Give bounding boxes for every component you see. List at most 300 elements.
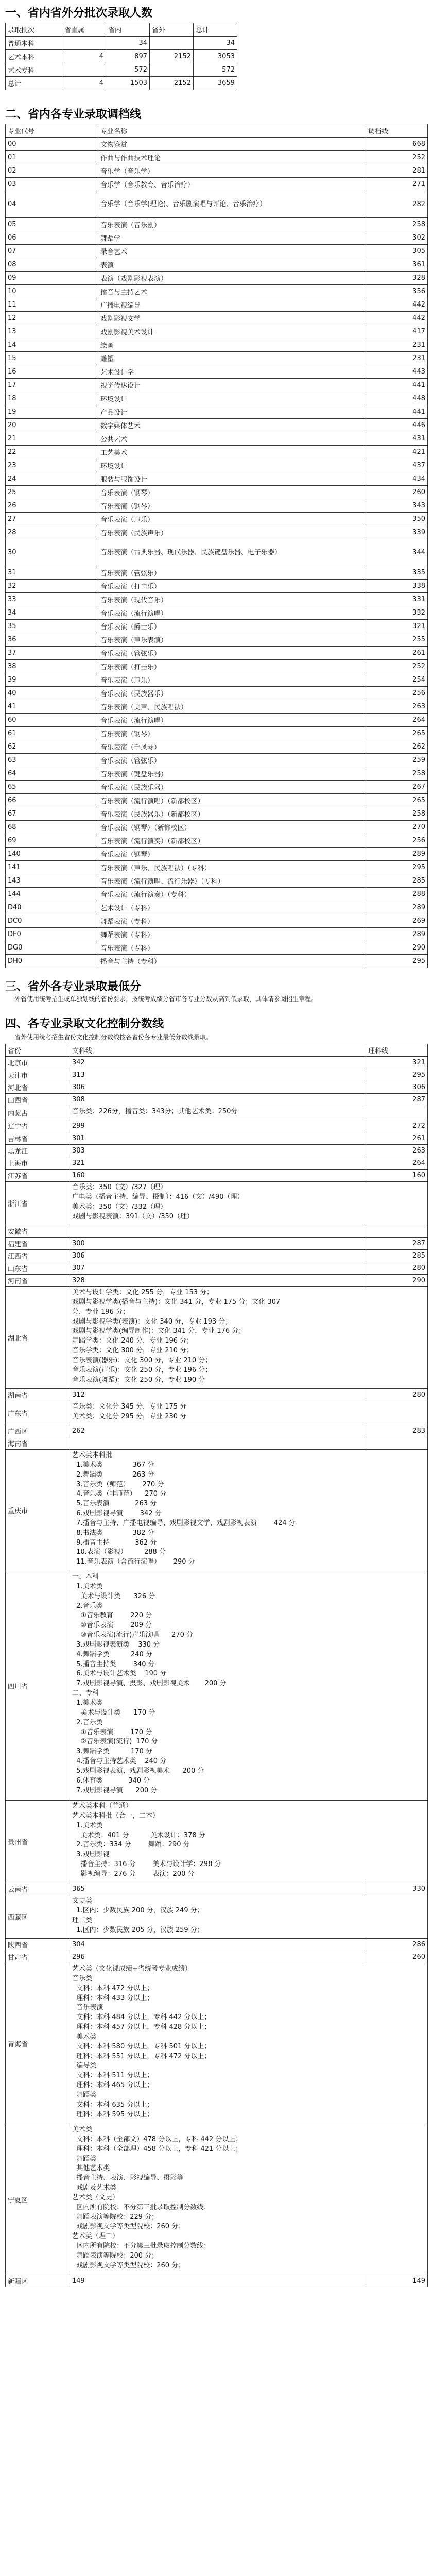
table-row xyxy=(6,2275,428,2287)
table-row xyxy=(6,405,428,419)
table-row xyxy=(6,1094,428,1106)
count-cell: 3659 xyxy=(194,77,237,90)
science-score-cell: 285 xyxy=(366,1250,428,1262)
table-row xyxy=(6,1238,428,1250)
major-code-cell: 00 xyxy=(6,138,98,151)
science-score-cell: 280 xyxy=(366,1389,428,1401)
table-row xyxy=(6,1963,428,2124)
major-code-cell: 27 xyxy=(6,513,98,526)
count-cell xyxy=(62,63,106,77)
table-row xyxy=(6,526,428,539)
province-cell: 四川省 xyxy=(6,1571,70,1801)
score-detail-cell: 艺术类（文化课成绩+省统考专业成绩） 音乐类 文科：本科 472 分以上； 理科：本科 433 分以上； 音乐表演 文科：本科 484 分以上，专科 442 分以上； 理科：本科 457 分以上，专科 428 分以上； 美术类 文科：本科 580 分以上，专科 501 分以上； 理科：本科 551 分以上，专科 472 分以上； 编导类 文科：本科 511 分以上； 理科：本科 465 分以上； 舞蹈类 文科：本科 635 分以上； 理科：本科 595 分以上； xyxy=(70,1963,428,2124)
column-header: 省直属 xyxy=(62,23,106,37)
table-header-row xyxy=(6,1044,428,1057)
table-row xyxy=(6,1801,428,1883)
major-name-cell: 作曲与作曲技术理论 xyxy=(98,151,366,164)
table-row xyxy=(6,714,428,727)
major-name-cell: 音乐表演（流行演唱） xyxy=(98,714,366,727)
major-code-cell: 07 xyxy=(6,245,98,258)
score-detail-cell: 一、本科 1.美术类 美术与设计类 326 分 2.音乐类 ①音乐教育 220 分 ②音乐表演 209 分 ③音乐表演(流行)声乐演唱 270 分 3.戏剧影视表演类 330 分 4.舞蹈学类 240 分 5.播音主持类 340 分 6.美术与设计艺术类 190 分 7.戏剧影视导演、摄影、戏剧影视美术 200 分 二、专科 1.美术类 美术与设计类 170 分 2.音乐类 ①音乐表演 170 分 ②音乐表演(流行) 170 分 3.舞蹈学类 170 分 4.播音与主持艺术类 240 分 5.戏剧影视表演、戏剧影视美术 200 分 6.体育类 340 分 7.戏剧影视导演 200 分 xyxy=(70,1571,428,1801)
major-name-cell: 数字媒体艺术 xyxy=(98,419,366,432)
major-code-cell: 64 xyxy=(6,767,98,781)
culture-cutoff-table xyxy=(5,1044,428,2287)
table-row xyxy=(6,191,428,218)
cutoff-score-cell: 302 xyxy=(366,231,428,245)
major-code-cell: D40 xyxy=(6,901,98,914)
major-code-cell: 33 xyxy=(6,593,98,606)
major-code-cell: 35 xyxy=(6,620,98,633)
major-code-cell: 03 xyxy=(6,178,98,191)
column-header: 专业名称 xyxy=(98,124,366,138)
major-code-cell: 05 xyxy=(6,218,98,231)
cutoff-score-cell: 361 xyxy=(366,258,428,272)
table-row xyxy=(6,218,428,231)
major-code-cell: DF0 xyxy=(6,928,98,941)
major-name-cell: 音乐表演（手风琴） xyxy=(98,740,366,754)
cutoff-score-cell: 258 xyxy=(366,767,428,781)
province-cell: 北京市 xyxy=(6,1057,70,1069)
major-name-cell: 广播电视编导 xyxy=(98,298,366,312)
major-name-cell: 录音艺术 xyxy=(98,245,366,258)
major-code-cell: 10 xyxy=(6,285,98,298)
major-name-cell: 音乐表演（声乐、民族唱法）（专科） xyxy=(98,861,366,874)
major-name-cell: 音乐表演（专科） xyxy=(98,941,366,955)
count-cell xyxy=(62,37,106,50)
count-cell: 2152 xyxy=(150,50,194,63)
cutoff-score-cell: 289 xyxy=(366,928,428,941)
province-cell: 广东省 xyxy=(6,1401,70,1425)
province-cell: 青海省 xyxy=(6,1963,70,2124)
table-row xyxy=(6,432,428,446)
table-row xyxy=(6,1450,428,1571)
province-cell: 吉林省 xyxy=(6,1132,70,1145)
science-score-cell: 287 xyxy=(366,1238,428,1250)
province-cell: 黑龙江 xyxy=(6,1145,70,1157)
table-row xyxy=(6,312,428,325)
cutoff-score-cell: 443 xyxy=(366,365,428,379)
section-3-note: 外省使用统考招生或单独划线的省份要求，按统考成绩分省市各专业分数从高到低录取，具体请参阅招生章程。 xyxy=(14,995,318,1003)
science-score-cell: 264 xyxy=(366,1157,428,1170)
table-row xyxy=(6,1437,428,1450)
admission-count-table xyxy=(5,23,237,90)
major-code-cell: 16 xyxy=(6,365,98,379)
province-cell: 甘肃省 xyxy=(6,1951,70,1963)
major-name-cell: 舞蹈表演（专科） xyxy=(98,914,366,928)
table-row xyxy=(6,419,428,432)
table-row xyxy=(6,687,428,700)
cutoff-score-cell: 339 xyxy=(366,526,428,539)
major-code-cell: 39 xyxy=(6,673,98,687)
count-cell: 1503 xyxy=(106,77,150,90)
major-name-cell: 音乐表演（美声、民族唱法） xyxy=(98,700,366,714)
count-cell xyxy=(150,37,194,50)
count-cell: 572 xyxy=(194,63,237,77)
major-name-cell: 音乐表演（流行演奏）（专科） xyxy=(98,888,366,901)
major-code-cell: 62 xyxy=(6,740,98,754)
cutoff-score-cell: 437 xyxy=(366,459,428,472)
science-score-cell: 260 xyxy=(366,1951,428,1963)
major-code-cell: 17 xyxy=(6,379,98,392)
science-score-cell: 295 xyxy=(366,1069,428,1081)
table-row xyxy=(6,861,428,874)
major-code-cell: 143 xyxy=(6,874,98,888)
cutoff-score-cell: 256 xyxy=(366,687,428,700)
table-row xyxy=(6,338,428,352)
table-row xyxy=(6,258,428,272)
table-row xyxy=(6,848,428,861)
column-header: 省内 xyxy=(106,23,150,37)
table-row xyxy=(6,1275,428,1287)
table-row xyxy=(6,486,428,499)
science-score-cell: 290 xyxy=(366,1275,428,1287)
science-score-cell: 149 xyxy=(366,2275,428,2287)
table-row xyxy=(6,272,428,285)
science-score-cell: 263 xyxy=(366,1145,428,1157)
major-code-cell: 37 xyxy=(6,647,98,660)
major-name-cell: 音乐学（音乐学(理论)、音乐剧演唱与评论、音乐治疗） xyxy=(98,191,366,218)
liberal-arts-score-cell: 301 xyxy=(70,1132,366,1145)
cutoff-score-cell: 356 xyxy=(366,285,428,298)
table-row xyxy=(6,901,428,914)
cutoff-score-cell: 295 xyxy=(366,861,428,874)
table-row xyxy=(6,1145,428,1157)
cutoff-score-cell: 269 xyxy=(366,914,428,928)
major-name-cell: 表演 xyxy=(98,258,366,272)
province-cell: 江西省 xyxy=(6,1250,70,1262)
table-row xyxy=(6,647,428,660)
cutoff-score-cell: 344 xyxy=(366,539,428,566)
table-row xyxy=(6,298,428,312)
liberal-arts-score-cell: 342 xyxy=(70,1057,366,1069)
major-name-cell: 音乐表演（声乐表演） xyxy=(98,633,366,647)
liberal-arts-score-cell: 306 xyxy=(70,1250,366,1262)
major-code-cell: 22 xyxy=(6,446,98,459)
science-score-cell: 261 xyxy=(366,1132,428,1145)
liberal-arts-score-cell: 160 xyxy=(70,1170,366,1182)
cutoff-score-cell: 263 xyxy=(366,700,428,714)
table-row xyxy=(6,794,428,807)
province-cell: 上海市 xyxy=(6,1157,70,1170)
major-name-cell: 音乐学（音乐教育、音乐治疗） xyxy=(98,178,366,191)
liberal-arts-score-cell: 304 xyxy=(70,1939,366,1951)
major-name-cell: 音乐表演（打击乐） xyxy=(98,660,366,673)
cutoff-score-cell: 258 xyxy=(366,218,428,231)
cutoff-score-cell: 231 xyxy=(366,352,428,365)
table-row xyxy=(6,77,237,90)
province-cell: 重庆市 xyxy=(6,1450,70,1571)
cutoff-score-cell: 256 xyxy=(366,834,428,848)
major-code-cell: 26 xyxy=(6,499,98,513)
major-name-cell: 公共艺术 xyxy=(98,432,366,446)
cutoff-score-cell: 258 xyxy=(366,807,428,821)
major-name-cell: 音乐表演（现代音乐） xyxy=(98,593,366,606)
cutoff-score-cell: 295 xyxy=(366,955,428,968)
province-cell: 宁夏区 xyxy=(6,2124,70,2275)
table-row xyxy=(6,379,428,392)
cutoff-score-cell: 260 xyxy=(366,486,428,499)
major-name-cell: 音乐表演（民族乐器） xyxy=(98,781,366,794)
table-row xyxy=(6,245,428,258)
province-cell: 山西省 xyxy=(6,1094,70,1106)
table-row xyxy=(6,914,428,928)
major-name-cell: 播音与主持艺术 xyxy=(98,285,366,298)
province-cell: 贵州省 xyxy=(6,1801,70,1883)
science-score-cell: 283 xyxy=(366,1425,428,1437)
major-code-cell: 68 xyxy=(6,821,98,834)
major-name-cell: 播音与主持（专科） xyxy=(98,955,366,968)
cutoff-score-cell: 305 xyxy=(366,245,428,258)
major-code-cell: 34 xyxy=(6,606,98,620)
score-detail-cell: 音乐类：文化分 345 分，专业 175 分 美术类：文化分 295 分，专业 230 分 xyxy=(70,1401,428,1425)
cutoff-score-cell: 265 xyxy=(366,727,428,740)
major-name-cell: 音乐表演（打击乐） xyxy=(98,580,366,593)
table-row xyxy=(6,1182,428,1225)
table-row xyxy=(6,1132,428,1145)
major-code-cell: DG0 xyxy=(6,941,98,955)
table-row xyxy=(6,821,428,834)
major-code-cell: 21 xyxy=(6,432,98,446)
table-row xyxy=(6,459,428,472)
cutoff-score-cell: 668 xyxy=(366,138,428,151)
column-header: 省份 xyxy=(6,1044,70,1057)
major-code-cell: 15 xyxy=(6,352,98,365)
batch-name-cell: 普通本科 xyxy=(6,37,62,50)
major-name-cell: 音乐学（音乐学） xyxy=(98,164,366,178)
table-row xyxy=(6,513,428,526)
science-score-cell: 280 xyxy=(366,1262,428,1275)
major-code-cell: 61 xyxy=(6,727,98,740)
liberal-arts-score-cell: 303 xyxy=(70,1145,366,1157)
cutoff-score-cell: 289 xyxy=(366,901,428,914)
major-name-cell: 音乐表演（爵士乐） xyxy=(98,620,366,633)
province-cell: 河北省 xyxy=(6,1081,70,1094)
column-header: 总计 xyxy=(194,23,237,37)
cutoff-score-cell: 264 xyxy=(366,714,428,727)
table-row xyxy=(6,164,428,178)
cutoff-score-cell: 328 xyxy=(366,272,428,285)
table-row xyxy=(6,633,428,647)
cutoff-score-cell: 421 xyxy=(366,446,428,459)
major-name-cell: 音乐表演（音乐剧） xyxy=(98,218,366,231)
liberal-arts-score-cell: 313 xyxy=(70,1069,366,1081)
science-score-cell xyxy=(366,1437,428,1450)
count-cell: 34 xyxy=(106,37,150,50)
table-row xyxy=(6,888,428,901)
major-name-cell: 音乐表演（流行演奏）（新都校区） xyxy=(98,834,366,848)
major-code-cell: 08 xyxy=(6,258,98,272)
major-code-cell: 38 xyxy=(6,660,98,673)
major-code-cell: 04 xyxy=(6,191,98,218)
table-row xyxy=(6,1883,428,1895)
major-name-cell: 音乐表演（流行演唱） xyxy=(98,606,366,620)
major-name-cell: 音乐表演（管弦乐） xyxy=(98,647,366,660)
major-name-cell: 音乐表演（钢琴） xyxy=(98,486,366,499)
table-row xyxy=(6,1250,428,1262)
cutoff-score-cell: 335 xyxy=(366,566,428,580)
major-code-cell: 01 xyxy=(6,151,98,164)
table-row xyxy=(6,1081,428,1094)
major-code-cell: 12 xyxy=(6,312,98,325)
major-name-cell: 视觉传达设计 xyxy=(98,379,366,392)
section-1-title: 一、省内省外分批次录取人数 xyxy=(5,7,153,20)
count-cell: 4 xyxy=(62,50,106,63)
major-code-cell: 32 xyxy=(6,580,98,593)
score-detail-cell: 艺术类本科批 1.美术类 367 分 2.舞蹈类 263 分 3.音乐类（师范） 270 分 4.音乐类（非师范） 270 分 5.音乐表演 263 分 6.戏剧影视导演 342 分 7.播音与主持、广播电视编导、戏剧影视文学、戏剧影视表演 424 分 8.书法类 382 分 9.播音主持 362 分 10.表演（影视） 288 分 11.音乐表演（含流行演唱） 290 分 xyxy=(70,1450,428,1571)
science-score-cell: 321 xyxy=(366,1057,428,1069)
table-row xyxy=(6,1939,428,1951)
table-row xyxy=(6,1389,428,1401)
province-cell: 山东省 xyxy=(6,1262,70,1275)
table-row xyxy=(6,1225,428,1238)
major-code-cell: 65 xyxy=(6,781,98,794)
major-code-cell: 20 xyxy=(6,419,98,432)
science-score-cell: 287 xyxy=(366,1094,428,1106)
major-code-cell: 67 xyxy=(6,807,98,821)
cutoff-score-cell: 262 xyxy=(366,740,428,754)
liberal-arts-score-cell: 306 xyxy=(70,1081,366,1094)
major-name-cell: 音乐表演（声乐） xyxy=(98,673,366,687)
table-row xyxy=(6,231,428,245)
cutoff-score-cell: 441 xyxy=(366,379,428,392)
major-code-cell: 69 xyxy=(6,834,98,848)
major-name-cell: 舞蹈表演（专科） xyxy=(98,928,366,941)
science-score-cell: 306 xyxy=(366,1081,428,1094)
table-row xyxy=(6,50,237,63)
province-cell: 江苏省 xyxy=(6,1170,70,1182)
science-score-cell: 330 xyxy=(366,1883,428,1895)
cutoff-score-cell: 285 xyxy=(366,874,428,888)
cutoff-score-cell: 350 xyxy=(366,513,428,526)
table-row xyxy=(6,955,428,968)
score-detail-cell: 文史类 1.区内：少数民族 200 分，汉族 249 分； 理工类 1.区内：少数民族 205 分，汉族 259 分； xyxy=(70,1895,428,1939)
major-code-cell: 24 xyxy=(6,472,98,486)
cutoff-score-cell: 270 xyxy=(366,821,428,834)
major-code-cell: 66 xyxy=(6,794,98,807)
cutoff-score-cell: 261 xyxy=(366,647,428,660)
cutoff-score-cell: 231 xyxy=(366,338,428,352)
province-cell: 内蒙古 xyxy=(6,1106,70,1120)
cutoff-score-cell: 343 xyxy=(366,499,428,513)
liberal-arts-score-cell: 299 xyxy=(70,1120,366,1132)
major-code-cell: 13 xyxy=(6,325,98,338)
table-row xyxy=(6,1057,428,1069)
table-row xyxy=(6,1895,428,1939)
section-2-title: 二、省内各专业录取调档线 xyxy=(5,108,142,121)
liberal-arts-score-cell: 365 xyxy=(70,1883,366,1895)
cutoff-score-cell: 265 xyxy=(366,794,428,807)
science-score-cell: 286 xyxy=(366,1939,428,1951)
science-score-cell: 272 xyxy=(366,1120,428,1132)
cutoff-score-cell: 271 xyxy=(366,178,428,191)
table-row xyxy=(6,472,428,486)
table-row xyxy=(6,1157,428,1170)
table-row xyxy=(6,660,428,673)
major-code-cell: 02 xyxy=(6,164,98,178)
column-header: 录取批次 xyxy=(6,23,62,37)
major-name-cell: 表演（戏剧影视表演） xyxy=(98,272,366,285)
cutoff-score-cell: 267 xyxy=(366,781,428,794)
column-header: 专业代号 xyxy=(6,124,98,138)
table-row xyxy=(6,673,428,687)
major-name-cell: 戏剧影视文学 xyxy=(98,312,366,325)
major-name-cell: 音乐表演（钢琴） xyxy=(98,727,366,740)
major-code-cell: 140 xyxy=(6,848,98,861)
table-row xyxy=(6,620,428,633)
score-detail-cell: 艺术类本科（普通） 艺术类本科批（合一，二本） 1.美术类 美术类：401 分 美术设计：378 分 2.音乐类：334 分 舞蹈：290 分 3.戏剧影视 播音主持：316 分 美术与设计学：298 分 影视编导：276 分 表演：200 分 xyxy=(70,1801,428,1883)
province-cell: 福建省 xyxy=(6,1238,70,1250)
major-code-cell: 19 xyxy=(6,405,98,419)
major-code-cell: 30 xyxy=(6,539,98,566)
major-name-cell: 音乐表演（钢琴） xyxy=(98,848,366,861)
province-cell: 湖南省 xyxy=(6,1389,70,1401)
table-row xyxy=(6,178,428,191)
batch-name-cell: 总计 xyxy=(6,77,62,90)
table-row xyxy=(6,539,428,566)
major-name-cell: 环境设计 xyxy=(98,392,366,405)
major-name-cell: 音乐表演（声乐） xyxy=(98,513,366,526)
table-row xyxy=(6,754,428,767)
major-name-cell: 音乐表演（流行演唱）（新都校区） xyxy=(98,794,366,807)
cutoff-score-cell: 259 xyxy=(366,754,428,767)
table-row xyxy=(6,37,237,50)
major-code-cell: DH0 xyxy=(6,955,98,968)
count-cell: 572 xyxy=(106,63,150,77)
liberal-arts-score-cell: 149 xyxy=(70,2275,366,2287)
cutoff-score-cell: 289 xyxy=(366,848,428,861)
section-4-title: 四、各专业录取文化控制分数线 xyxy=(5,1018,164,1030)
table-row xyxy=(6,1571,428,1801)
table-row xyxy=(6,700,428,714)
province-cell: 海南省 xyxy=(6,1437,70,1450)
table-row xyxy=(6,606,428,620)
major-name-cell: 环境设计 xyxy=(98,459,366,472)
section-3-title: 三、省外各专业录取最低分 xyxy=(5,980,142,993)
count-cell xyxy=(150,63,194,77)
cutoff-score-cell: 431 xyxy=(366,432,428,446)
table-row xyxy=(6,1425,428,1437)
cutoff-score-cell: 321 xyxy=(366,620,428,633)
batch-name-cell: 艺术专科 xyxy=(6,63,62,77)
major-code-cell: 14 xyxy=(6,338,98,352)
province-cell: 云南省 xyxy=(6,1883,70,1895)
major-code-cell: 06 xyxy=(6,231,98,245)
major-name-cell: 工艺美术 xyxy=(98,446,366,459)
cutoff-score-cell: 282 xyxy=(366,191,428,218)
major-name-cell: 文物鉴赏 xyxy=(98,138,366,151)
cutoff-score-cell: 288 xyxy=(366,888,428,901)
table-row xyxy=(6,928,428,941)
major-code-cell: 23 xyxy=(6,459,98,472)
count-cell: 34 xyxy=(194,37,237,50)
cutoff-score-cell: 442 xyxy=(366,298,428,312)
column-header: 理科线 xyxy=(366,1044,428,1057)
count-cell: 2152 xyxy=(150,77,194,90)
table-row xyxy=(6,365,428,379)
liberal-arts-score-cell: 328 xyxy=(70,1275,366,1287)
table-row xyxy=(6,285,428,298)
score-detail-cell: 音乐类：350（文）/327（理） 广电类（播音主持、编导、摄制）：416（文）/490（理） 美术类：350（文）/332（理） 戏剧与影视表演：391（文）/350（理） xyxy=(70,1182,428,1225)
major-name-cell: 戏剧影视美术设计 xyxy=(98,325,366,338)
major-name-cell: 音乐表演（古典乐器、现代乐器、民族键盘乐器、电子乐器） xyxy=(98,539,366,566)
major-name-cell: 舞蹈学 xyxy=(98,231,366,245)
table-row xyxy=(6,1120,428,1132)
table-row xyxy=(6,727,428,740)
major-name-cell: 音乐表演（民族声乐） xyxy=(98,526,366,539)
table-row xyxy=(6,834,428,848)
major-name-cell: 产品设计 xyxy=(98,405,366,419)
major-name-cell: 音乐表演（钢琴）（新都校区） xyxy=(98,821,366,834)
